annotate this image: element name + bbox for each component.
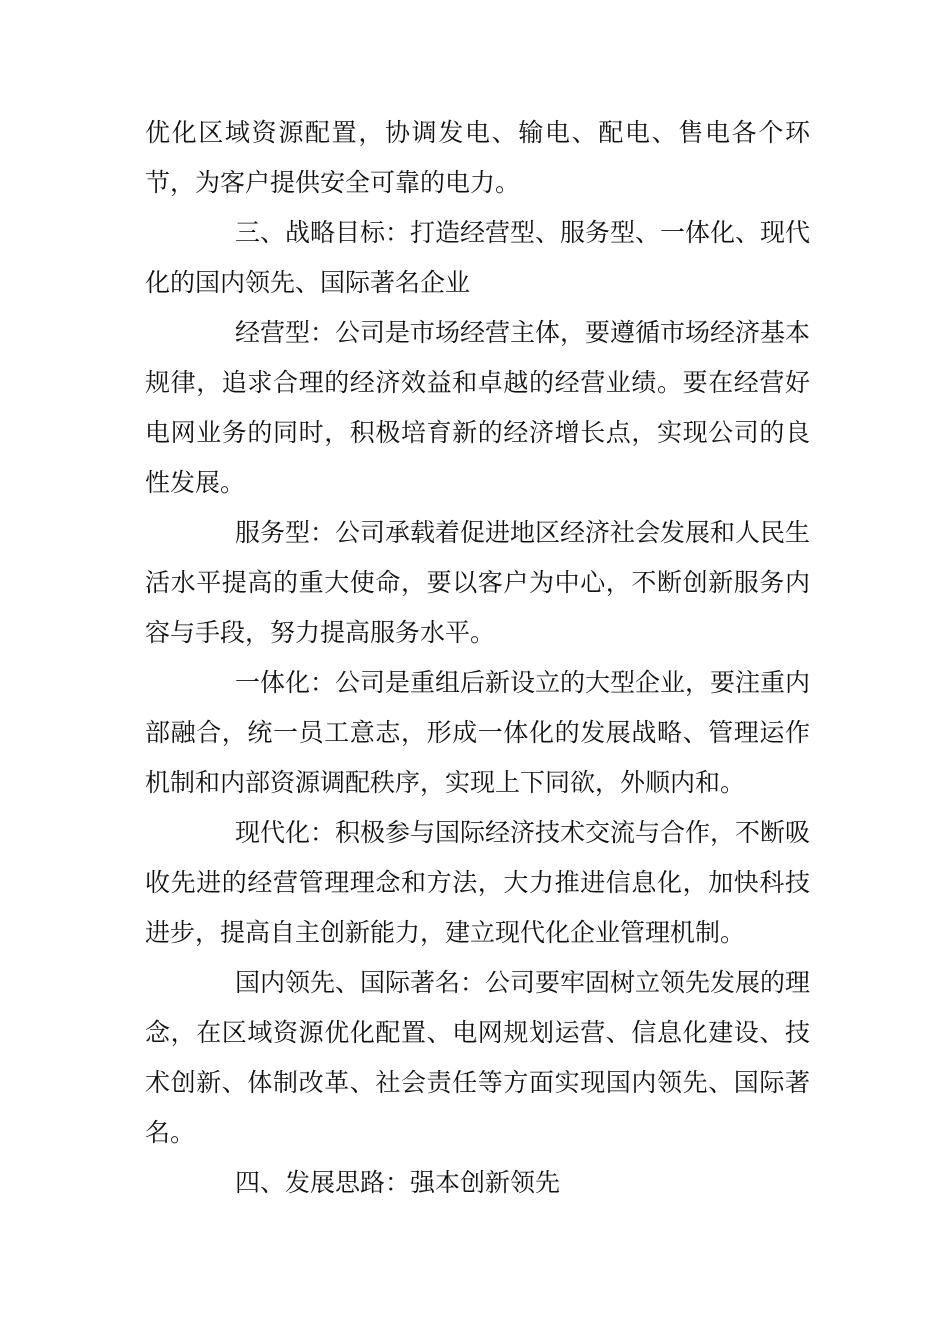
paragraph-domestic-leading: 国内领先、国际著名：公司要牢固树立领先发展的理念，在区域资源优化配置、电网规划运营、信息化建设、技术创新、体制改革、社会责任等方面实现国内领先、国际著名。 xyxy=(145,968,811,1147)
document-body xyxy=(145,108,810,1208)
paragraph-integration: 一体化：公司是重组后新设立的大型企业，要注重内部融合，统一员工意志，形成一体化的发展战略、管理运作机制和内部资源调配秩序，实现上下同欲，外顺内和。 xyxy=(145,668,811,797)
paragraph-modernization: 现代化：积极参与国际经济技术交流与合作，不断吸收先进的经营管理理念和方法，大力推进信息化，加快科技进步，提高自主创新能力，建立现代化企业管理机制。 xyxy=(145,818,811,947)
paragraph-service-type: 服务型：公司承载着促进地区经济社会发展和人民生活水平提高的重大使命，要以客户为中心，不断创新服务内容与手段，努力提高服务水平。 xyxy=(145,518,811,647)
paragraph-continuation: 优化区域资源配置，协调发电、输电、配电、售电各个环节，为客户提供安全可靠的电力。 xyxy=(145,118,810,197)
section-heading-development-idea: 四、发展思路：强本创新领先 xyxy=(235,1168,561,1197)
paragraph-operation-type: 经营型：公司是市场经营主体，要遵循市场经济基本规律，追求合理的经济效益和卓越的经营业绩。要在经营好电网业务的同时，积极培育新的经济增长点，实现公司的良性发展。 xyxy=(145,318,811,497)
section-heading-strategic-goal: 三、战略目标：打造经营型、服务型、一体化、现代化的国内领先、国际著名企业 xyxy=(145,218,811,297)
